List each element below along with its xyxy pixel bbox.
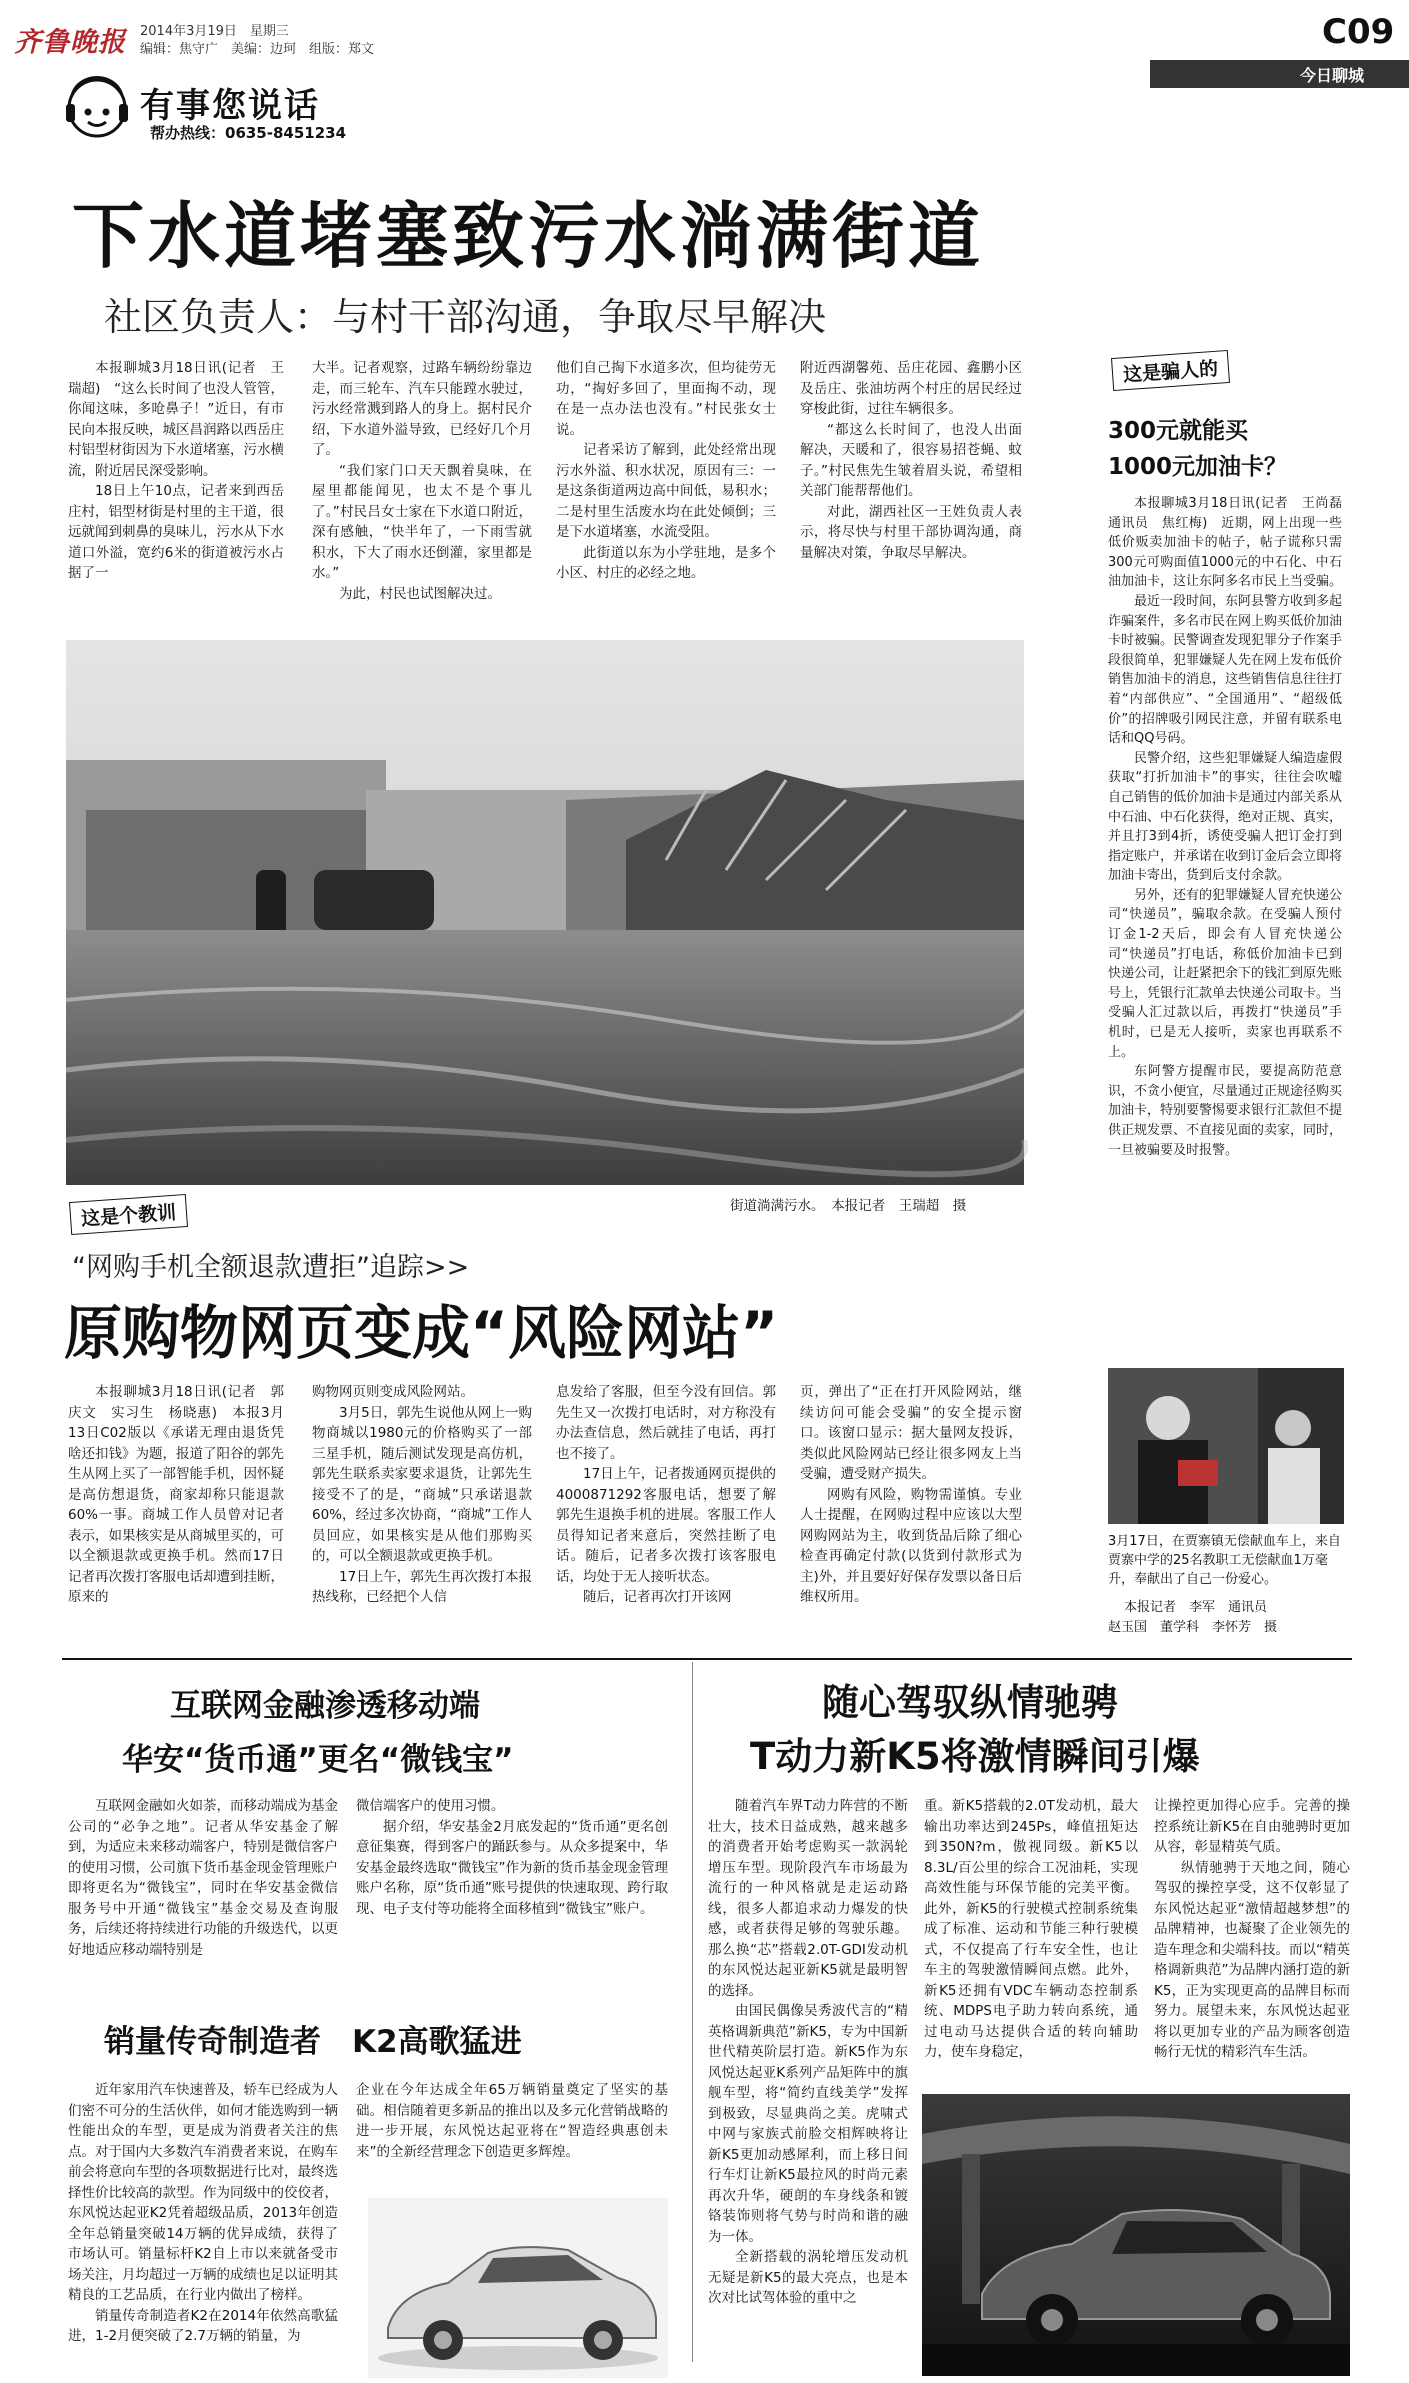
story2-photo-credit2: 赵玉国 董学科 李怀芳 摄 [1108,1620,1278,1635]
paragraph: 对此，湖西社区一王姓负责人表示，将尽快与村里干部协调沟通，商量解决对策，争取尽早解决。 [800,503,1022,561]
story1-photo-caption: 街道淌满污水。 本报记者 王瑞超 摄 [730,1198,967,1214]
paragraph: 纵情驰骋于天地之间，随心驾驭的操控享受，这不仅彰显了东风悦达起亚“激情超越梦想”的品牌精神，也凝聚了企业领先的造车理念和尖端科技。而以“精英格调新典范”为品牌内涵打造的新K5，正为实现更高的品牌目标而努力。展望未来，东风悦达起亚将以更加专业的产品为顾客创造畅行无忧的精彩汽车生活。 [1154,1859,1350,2060]
ad2-col-2 [356,2080,668,2184]
story1-col-1 [68,358,284,608]
paragraph: 近年家用汽车快速普及，轿车已经成为人们密不可分的生活伙伴，如何才能选购到一辆性能出众的车型，更是成为消费者关注的焦点。对于国内大多数汽车消费者来说，在购车前会将意向车型的各项数据进行比对，最终选择性价比较高的款型。作为同级中的佼佼者，东风悦达起亚K2凭着超级品质，2013年创造全年总销量突破14万辆的优异成绩，获得了市场认可。销量标杆K2自上市以来就备受市场关注，月均超过一万辆的成绩也足以证明其精良的工艺品质，在行业内做出了榜样。 [68,2082,338,2303]
ad2-col-1 [68,2080,338,2376]
ad3-col-1 [708,1796,908,2376]
date-line: 2014年3月19日 星期三 [140,24,289,39]
ad-section-divider [62,1658,1352,1660]
paragraph: 本报聊城3月18日讯(记者 王尚磊 通讯员 焦红梅) 近期，网上出现一些低价贩卖加油卡的帖子，帖子谎称只需300元可购面值1000元的中石化、中石油加油卡，这让东阿多名市民上当受骗。 [1108,496,1356,590]
paragraph: 企业在今年达成全年65万辆销量奠定了坚实的基础。相信随着更多新品的推出以及多元化营销战略的进一步开展，东风悦达起亚将在“智造经典惠创未来”的全新经营理念下创造更多辉煌。 [356,2082,668,2160]
k5-car-photo [922,2094,1350,2376]
ad1-col-2 [356,1796,668,2004]
paragraph: 民警介绍，这些犯罪嫌疑人编造虚假获取“打折加油卡”的事实，往往会吹嘘自己销售的低价加油卡是通过内部关系从中石油、中石化获得，绝对正规、真实，并且打3到4折，诱使受骗人把订金打到指定账户，并承诺在收到订金后会立即将加油卡寄出，货到后支付余款。 [1108,750,1343,884]
paragraph: 全新搭载的涡轮增压发动机无疑是新K5的最大亮点，也是本次对比试驾体验的重中之 [708,2249,908,2306]
paragraph: 购物网页则变成风险网站。 [312,1384,474,1400]
paragraph: 息发给了客服，但至今没有回信。郭先生又一次拨打电话时，对方称没有办法查信息，然后就挂了电话，再打也不接了。 [556,1384,776,1462]
paragraph: 微信端客户的使用习惯。 [356,1798,505,1814]
paragraph: 东阿警方提醒市民，要提高防范意识，不贪小便宜，尽量通过正规途径购买加油卡，特别要警惕要求银行汇款但不提供正规发票、不直接见面的卖家，同时，一旦被骗要及时报警。 [1108,1064,1343,1158]
story1-col-2 [312,358,532,608]
story3-col-1 [68,1382,284,1648]
story2-photo-credit1: 本报记者 李军 通讯员 [1124,1600,1268,1615]
paragraph: 为此，村民也试图解决过。 [339,585,501,602]
paragraph: 17日上午，记者拨通网页提供的4000871292客服电话，想要了解郭先生退换手机的进展。客服工作人员得知记者来意后，突然挂断了电话。随后，记者多次拨打该客服电话，均处于无人接听状态。 [556,1466,776,1585]
editors-line: 编辑：焦守广 美编：边珂 组版：郑文 [140,42,375,57]
blood-donation-photo [1108,1368,1344,1524]
k2-car-photo [368,2198,668,2378]
paragraph: 销量传奇制造者K2在2014年依然高歌猛进，1-2月便突破了2.7万辆的销量，为 [68,2307,338,2344]
paragraph: 另外，还有的犯罪嫌疑人冒充快递公司“快递员”，骗取余款。在受骗人预付订金1-2天后，即会有人冒充快递公司“快递员”打电话，称低价加油卡已到快递公司，让赶紧把余下的钱汇到原先账号上，凭银行汇款单去快递公司取卡。当受骗人汇过款以后，再拨打“快递员”手机时，已是无人接听，卖家也再联系不上。 [1108,887,1343,1060]
paragraph: 附近西湖馨苑、岳庄花园、鑫鹏小区及岳庄、张油坊两个村庄的居民经过穿梭此街，过往车辆很多。 [800,360,1022,417]
paragraph: 17日上午，郭先生再次拨打本报热线称，已经把个人信 [312,1568,532,1605]
story2-headline-line2: 1000元加油卡？ [1108,454,1288,480]
story2-body [1108,494,1356,1364]
paragraph: 由国民偶像吴秀波代言的“精英格调新典范”新K5，专为中国新世代精英阶层打造。新K5作为东风悦达起亚K系列产品矩阵中的旗舰车型，将“简约直线美学”发挥到极致，尽显典尚之美。虎啸式中网与家族式前脸交相辉映将让新K5更加动感犀利，而上移日间行车灯让新K5最拉风的时尚元素再次升华，硬朗的车身线条和镀铬装饰则将气势与时尚和谐的融为一体。 [708,2003,908,2245]
paragraph: 重。新K5搭载的2.0T发动机，最大输出功率达到245Ps，峰值扭矩达到350N?m，傲视同级。新K5以8.3L/百公里的综合工况油耗，实现高效性能与环保节能的完美平衡。此外，新K5的行驶模式控制系统集成了标准、运动和节能三种行驶模式，不仅提高了行车安全性，也让车主的驾驶激情瞬间点燃。此外，新K5还拥有VDC车辆动态控制系统、MDPS电子助力转向系统，通过电动马达提供合适的转向辅助力，使车身稳定， [924,1798,1138,2060]
story3-col-3 [556,1382,776,1648]
story1-headline: 下水道堵塞致污水淌满街道 [72,194,985,278]
paragraph: 本报聊城3月18日讯(记者 王瑞超) “这么长时间了也没人管管，你闻这味，多呛鼻子！”近日，有市民向本报反映，城区昌润路以西岳庄村铝型材街因为下水道堵塞，污水横流，附近居民深受影响。 [68,360,284,479]
ad1-headline-line2: 华安“货币通”更名“微钱宝” [122,1742,514,1778]
story1-col-4 [800,358,1022,608]
column-title: 有事您说话 [140,86,320,126]
newspaper-logo: 齐鲁晚报 [14,27,126,58]
cartoon-avatar-icon [64,74,130,140]
paragraph: “我们家门口天天飘着臭味，在屋里都能闻见，也太不是个事儿了。”村民吕女士家在下水道口附近，深有感触，“快半年了，一下雨雪就积水，下大了雨水还倒灌，家里都是水。” [312,462,532,581]
paragraph: 本报聊城3月18日讯(记者 郭庆文 实习生 杨晓惠) 本报3月13日C02版以《承诺无理由退货凭啥还扣钱》为题，报道了阳谷的郭先生从网上买了一部智能手机，因怀疑是高仿想退货，商家却称只能退款60%一事。商城工作人员曾对记者表示，如果核实是从商城里买的，可以全额退款或更换手机。然而17日记者再次拨打客服电话却遭到挂断，原来的 [68,1384,284,1605]
paragraph: 他们自己掏下水道多次，但均徒劳无功，“掏好多回了，里面掏不动，现在是一点办法也没有。”村民张女士说。 [556,360,776,438]
paragraph: 记者采访了解到，此处经常出现污水外溢、积水状况，原因有三：一是这条街道两边高中间低，易积水；二是村里生活废水均在此处倾倒；三是下水道堵塞，水流受阻。 [556,442,776,540]
hotline: 帮办热线：0635-8451234 [150,124,347,142]
story3-headline: 原购物网页变成“风险网站” [64,1299,779,1367]
paragraph: 此街道以东为小学驻地，是多个小区、村庄的必经之地。 [556,544,776,581]
ad3-col-2 [924,1796,1138,2088]
paragraph: 18日上午10点，记者来到西岳庄村，铝型材街是村里的主干道，很远就闻到刺鼻的臭味儿，污水从下水道口外溢，宽约6米的街道被污水占据了一 [68,483,284,581]
section-bar [1150,60,1409,88]
masthead [0,0,1409,150]
paragraph: 随着汽车界T动力阵营的不断壮大，技术日益成熟，越来越多的消费者开始考虑购买一款涡轮增压车型。现阶段汽车市场最为流行的一种风格就是走运动路线，很多人都追求动力爆发的快感，或者获得足够的驾驶乐趣。那么换“芯”搭载2.0T-GDI发动机的东风悦达起亚新K5就是最明智的选择。 [708,1798,908,1999]
story1-subhead: 社区负责人：与村干部沟通，争取尽早解决 [104,295,827,339]
story2-headline-line1: 300元就能买 [1108,418,1249,444]
story3-kicker: “网购手机全额退款遭拒”追踪>> [72,1252,470,1283]
story2-photo-caption: 3月17日，在贾寨镇无偿献血车上，来自贾寨中学的25名教职工无偿献血1万毫升，奉献出了自己一份爱心。 [1108,1534,1341,1587]
story3-col-2 [312,1382,532,1648]
paragraph: 3月5日，郭先生说他从网上一购物商城以1980元的价格购买了一部三星手机，随后测试发现是高仿机，郭先生联系卖家要求退货，让郭先生接受不了的是，“商城”只承诺退款60%，经过多次协商，“商城”工作人员回应，如果核实是从他们那购买的，可以全额退款或更换手机。 [312,1404,532,1564]
flooded-street-photo [66,640,1024,1185]
section-name: 今日聊城 [1300,66,1365,85]
story1-col-3 [556,358,776,608]
ad1-col-1 [68,1796,338,2004]
paragraph: 页，弹出了“正在打开风险网站，继续访问可能会受骗”的安全提示窗口。该窗口显示：据大量网友投诉，类似此风险网站已经让很多网友上当受骗，遭受财产损失。 [800,1384,1022,1482]
paragraph: 互联网金融如火如荼，而移动端成为基金公司的“必争之地”。记者从华安基金了解到，为适应未来移动端客户，特别是微信客户的使用习惯，公司旗下货币基金现金管理账户即将更名为“微钱宝”，同时在华安基金微信服务号中开通“微钱宝”基金交易及查询服务，后续还将持续进行功能的升级迭代，以更好地适应移动端特别是 [68,1798,338,1958]
paragraph: 大半。记者观察，过路车辆纷纷靠边走，而三轮车、汽车只能蹚水驶过，污水经常溅到路人的身上。据村民介绍，下水道外溢导致，已经好几个月了。 [312,360,532,458]
ad2-headline: 销量传奇制造者 K2高歌猛进 [104,2024,522,2060]
ad-column-divider [692,1662,693,2362]
story3-col-4 [800,1382,1022,1648]
ad3-col-3 [1154,1796,1350,2088]
paragraph: 随后，记者再次打开该网 [583,1589,732,1605]
page-number: C09 [1322,12,1395,52]
paragraph: 网购有风险，购物需谨慎。专业人士提醒，在网购过程中应该以大型网购网站为主，收到货品后除了细心检查再确定付款(以货到付款形式为主)外，并且要好好保存发票以备日后维权所用。 [800,1486,1022,1605]
paragraph: 最近一段时间，东阿县警方收到多起诈骗案件，多名市民在网上购买低价加油卡时被骗。民警调查发现犯罪分子作案手段很简单，犯罪嫌疑人先在网上发布低价销售加油卡的消息，这些销售信息往往打着“内部供应”、“全国通用”、“超级低价”的招牌吸引网民注意，并留有联系电话和QQ号码。 [1108,593,1343,747]
paragraph: “都这么长时间了，也没人出面解决，天暖和了，很容易招苍蝇、蚊子。”村民焦先生皱着眉头说，希望相关部门能帮帮他们。 [800,421,1022,499]
ad3-headline-line2: T动力新K5将激情瞬间引爆 [750,1735,1200,1778]
story2-tag: 这是骗人的 [1111,350,1230,391]
ad1-headline-line1: 互联网金融渗透移动端 [170,1688,480,1724]
ad3-headline-line1: 随心驾驭纵情驰骋 [822,1681,1118,1724]
paragraph: 据介绍，华安基金2月底发起的“货币通”更名创意征集赛，得到客户的踊跃参与。从众多提案中，华安基金最终选取“微钱宝”作为新的货币基金现金管理账户名称，原“货币通”账号提供的快速取现、跨行取现、电子支付等功能将全面移植到“微钱宝”账户。 [356,1818,668,1917]
paragraph: 让操控更加得心应手。完善的操控系统让新K5在自由驰骋时更加从容，彰显精英气质。 [1154,1798,1350,1855]
story3-tag: 这是个教训 [69,1194,188,1235]
